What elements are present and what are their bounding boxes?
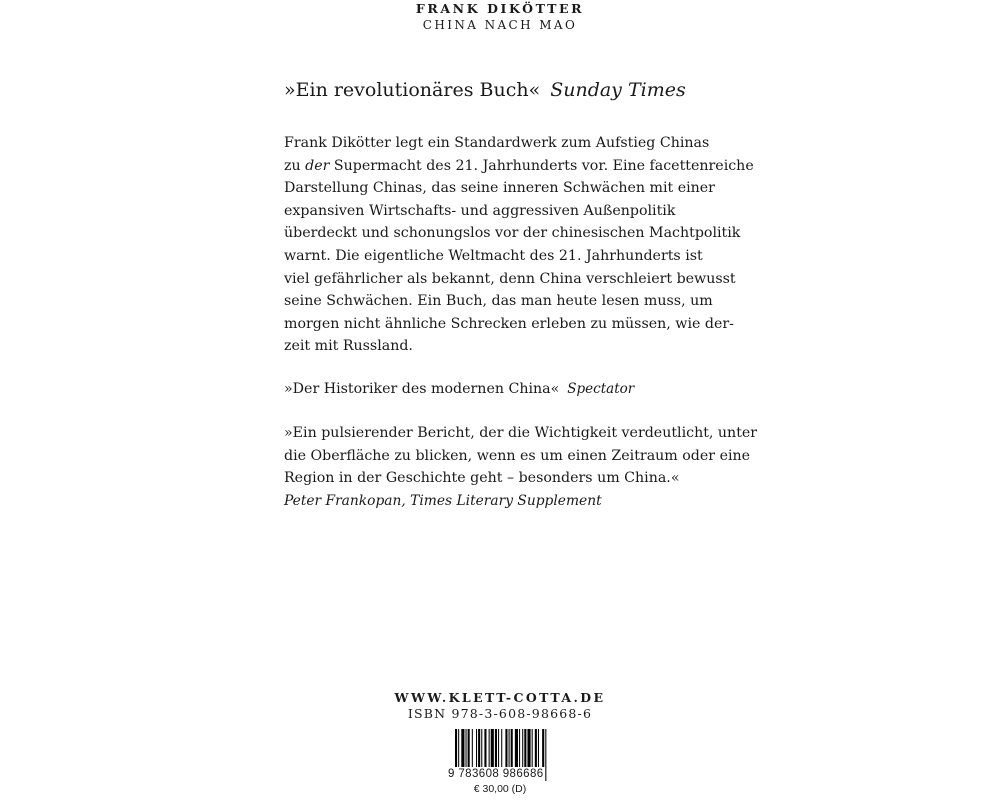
price-label: € 30,00 (D)	[473, 783, 527, 795]
cover-header	[0, 1, 1000, 33]
review-quote-frankopan	[284, 422, 758, 512]
back-cover-content	[284, 76, 758, 512]
description-emphasis: der	[305, 157, 330, 174]
description-line: expansiven Wirtschafts- und aggressiven Außenpolitik	[284, 202, 676, 219]
review-quote-spectator	[284, 378, 744, 400]
description-line: überdeckt und schonungslos vor der chinesischen Machtpolitik	[284, 225, 741, 242]
publisher-website: WWW.KLETT-COTTA.DE	[394, 690, 606, 705]
description-line	[284, 155, 754, 178]
description-line: viel gefährlicher als bekannt, denn China verschleiert bewusst	[284, 270, 736, 287]
headline-quote	[284, 76, 744, 104]
description-line: seine Schwächen. Ein Buch, das man heute lesen muss, um	[284, 293, 713, 310]
cover-footer	[0, 690, 1000, 722]
review-quote-line: Region in der Geschichte geht – besonders um China.«	[284, 470, 680, 487]
description-line: warnt. Die eigentliche Weltmacht des 21. Jahrhunderts ist	[284, 247, 703, 264]
description-text: zu	[284, 157, 306, 174]
description-line: morgen nicht ähnliche Schrecken erleben zu müssen, wie der-	[284, 315, 734, 332]
barcode-number: 9 783608 986686	[448, 768, 544, 780]
description-line: Darstellung Chinas, das seine inneren Schwächen mit einer	[284, 180, 715, 197]
review-quote-source: Spectator	[567, 380, 635, 397]
description-line: zeit mit Russland.	[284, 338, 413, 355]
headline-quote-text: »Ein revolutionäres Buch«	[284, 79, 541, 101]
barcode-digits	[447, 767, 571, 781]
description-line: Frank Dikötter legt ein Standardwerk zum Aufstieg Chinas	[284, 135, 710, 151]
review-quote-text: »Der Historiker des modernen China«	[284, 380, 560, 397]
isbn-number: ISBN 978-3-608-98668-6	[407, 706, 593, 721]
author-name: FRANK DIKÖTTER	[415, 1, 585, 16]
review-quote-attribution: Peter Frankopan, Times Literary Supplement	[284, 492, 602, 509]
description-text: Supermacht des 21. Jahrhunderts vor. Eine facettenreiche	[329, 157, 754, 174]
book-title: CHINA NACH MAO	[422, 18, 578, 32]
review-quote-line: »Ein pulsierender Bericht, der die Wichtigkeit verdeutlicht, unter	[284, 425, 758, 442]
book-description	[284, 132, 754, 358]
review-quote-line: die Oberfläche zu blicken, wenn es um einen Zeitraum oder eine	[284, 447, 751, 464]
headline-quote-source: Sunday Times	[550, 79, 686, 101]
